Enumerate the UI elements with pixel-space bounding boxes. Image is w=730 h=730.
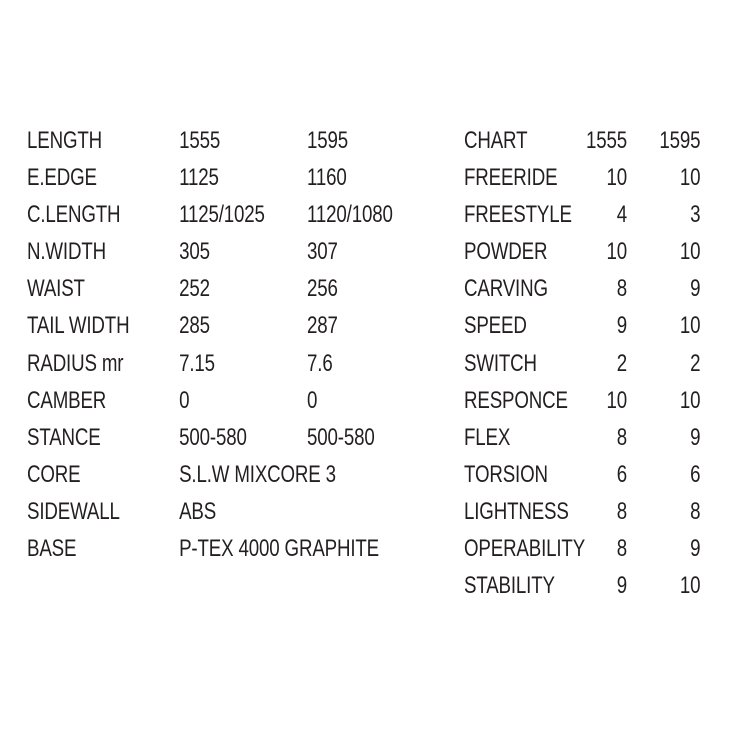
chart-label: POWDER [464, 238, 548, 266]
spec-value: P-TEX 4000 GRAPHITE [179, 535, 380, 563]
chart-row-lightness [464, 493, 700, 530]
chart-label: STABILITY [464, 572, 555, 600]
rating-1595: 6 [690, 460, 701, 488]
chart-label: SPEED [464, 312, 527, 340]
rating-1595: 9 [690, 535, 701, 563]
chart-label: RESPONCE [464, 386, 568, 414]
spec-value-1595: 256 [307, 275, 338, 303]
rating-1555: 10 [606, 386, 628, 414]
chart-row-stability [464, 567, 700, 604]
spec-row-sidewall [27, 493, 437, 530]
chart-row-flex [464, 419, 700, 456]
chart-row-operability [464, 530, 700, 567]
spec-label: RADIUS mr [27, 349, 124, 377]
rating-1555: 8 [616, 535, 628, 563]
spec-value: ABS [179, 497, 217, 525]
spec-row-length [27, 122, 437, 159]
spec-label: WAIST [27, 275, 85, 303]
chart-row-switch [464, 345, 700, 382]
chart-header-row [464, 122, 700, 159]
rating-1555: 2 [616, 349, 628, 377]
spec-value-1555: 500-580 [179, 423, 247, 451]
rating-1595: 9 [690, 423, 701, 451]
spec-value-1555: 252 [179, 275, 210, 303]
rating-1595: 10 [679, 386, 701, 414]
spec-value-1595: 7.6 [307, 349, 333, 377]
rating-1555: 8 [616, 275, 628, 303]
spec-label: TAIL WIDTH [27, 312, 130, 340]
spec-row-waist [27, 270, 437, 307]
spec-value-1595: 1160 [307, 164, 347, 192]
spec-row-c-length [27, 196, 437, 233]
chart-header-label: CHART [464, 127, 528, 154]
rating-1555: 10 [606, 164, 628, 192]
chart-label: FLEX [464, 423, 511, 451]
rating-1555: 9 [616, 312, 628, 340]
rating-chart-table [464, 122, 730, 604]
spec-value-1595: 0 [307, 386, 318, 414]
chart-label: SWITCH [464, 349, 537, 377]
chart-header-1595: 1595 [659, 127, 701, 154]
spec-row-core [27, 456, 437, 493]
spec-row-n-width [27, 233, 437, 270]
rating-1555: 8 [616, 423, 628, 451]
chart-label: LIGHTNESS [464, 497, 569, 525]
spec-value-1555: 0 [179, 386, 190, 414]
rating-1595: 10 [679, 572, 701, 600]
rating-1595: 10 [679, 164, 701, 192]
spec-row-base [27, 530, 437, 567]
spec-label: E.EDGE [27, 164, 97, 192]
spec-label: N.WIDTH [27, 238, 106, 266]
spec-label: STANCE [27, 423, 101, 451]
rating-1555: 10 [606, 238, 628, 266]
rating-1555: 4 [616, 201, 628, 229]
spec-value-1595: 1595 [307, 127, 349, 154]
spec-label: SIDEWALL [27, 497, 120, 525]
spec-row-stance [27, 419, 437, 456]
rating-1555: 9 [616, 572, 628, 600]
chart-label: FREESTYLE [464, 201, 572, 229]
chart-row-speed [464, 307, 700, 344]
rating-1595: 9 [690, 275, 701, 303]
rating-1595: 2 [690, 349, 701, 377]
chart-row-responce [464, 382, 700, 419]
rating-1555: 8 [616, 497, 628, 525]
spec-value-1595: 307 [307, 238, 338, 266]
spec-label: CAMBER [27, 386, 107, 414]
chart-label: FREERIDE [464, 164, 558, 192]
chart-row-powder [464, 233, 700, 270]
rating-1595: 8 [690, 497, 701, 525]
rating-1595: 10 [679, 238, 701, 266]
chart-row-torsion [464, 456, 700, 493]
spec-value-1595: 1120/1080 [307, 201, 393, 229]
chart-header-1555: 1555 [585, 127, 628, 154]
chart-row-carving [464, 270, 700, 307]
chart-row-freestyle [464, 196, 700, 233]
rating-1595: 10 [679, 312, 701, 340]
spec-row-e-edge [27, 159, 437, 196]
spec-label: BASE [27, 535, 77, 563]
spec-row-camber [27, 382, 437, 419]
spec-value: S.L.W MIXCORE 3 [179, 460, 336, 488]
spec-value-1555: 305 [179, 238, 210, 266]
spec-row-tail-width [27, 307, 437, 344]
spec-label: CORE [27, 460, 81, 488]
rating-1555: 6 [616, 460, 628, 488]
spec-value-1555: 1125/1025 [179, 201, 265, 229]
chart-label: CARVING [464, 275, 548, 303]
spec-label: LENGTH [27, 127, 103, 154]
rating-1595: 3 [690, 201, 701, 229]
spec-row-radius [27, 345, 437, 382]
chart-label: OPERABILITY [464, 535, 586, 563]
chart-row-freeride [464, 159, 700, 196]
spec-value-1555: 7.15 [179, 349, 215, 377]
spec-value-1555: 1125 [179, 164, 219, 192]
spec-value-1555: 285 [179, 312, 210, 340]
spec-value-1595: 287 [307, 312, 338, 340]
spec-value-1555: 1555 [179, 127, 221, 154]
spec-label: C.LENGTH [27, 201, 121, 229]
spec-value-1595: 500-580 [307, 423, 375, 451]
chart-label: TORSION [464, 460, 548, 488]
